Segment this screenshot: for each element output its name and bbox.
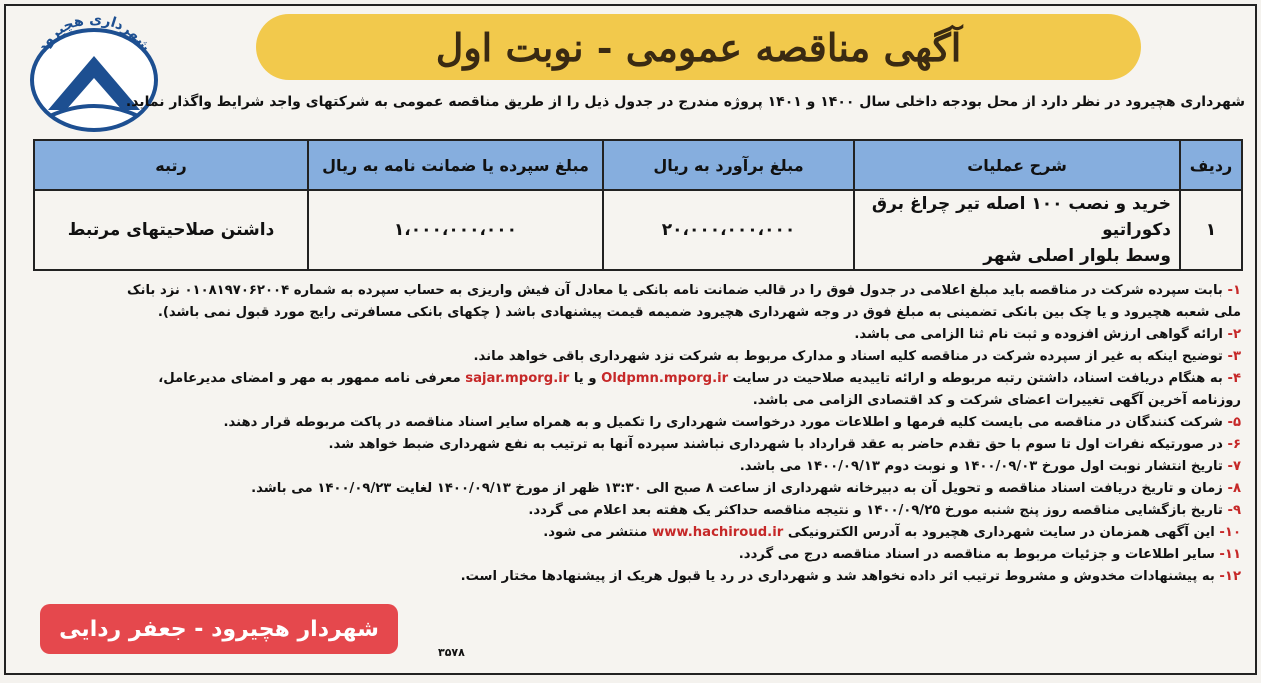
logo-text: شهرداری هچیرود bbox=[34, 12, 154, 55]
notice-title: آگهی مناقصه عمومی - نوبت اول bbox=[435, 24, 962, 70]
notice-page bbox=[4, 4, 1257, 675]
header-row-number: ردیف bbox=[1180, 140, 1242, 190]
cell-estimate: ۲۰،۰۰۰،۰۰۰،۰۰۰ bbox=[603, 190, 854, 270]
item-number: ۹- bbox=[1227, 503, 1241, 518]
link-hachiroud[interactable]: www.hachiroud.ir bbox=[652, 525, 784, 540]
header-estimate: مبلغ برآورد به ریال bbox=[603, 140, 854, 190]
item-text: زمان و تاریخ دریافت اسناد مناقصه و تحویل آن به دبیرخانه شهرداری از ساعت ۸ صبح الی ۱۳:۳۰ ظهر از مورخ ۱۴۰۰/۰۹/۱۳ لغایت ۱۴۰۰/۰۹/۲۳ می باشد. bbox=[251, 481, 1223, 496]
list-item bbox=[18, 324, 1241, 346]
list-item-continuation bbox=[18, 302, 1241, 324]
item-text: شرکت کنندگان در مناقصه می بایست کلیه فرمها و اطلاعات مورد درخواست شهرداری را تکمیل و به همراه سایر اسناد مناقصه در پاکت مربوطه قرار دهند. bbox=[223, 415, 1223, 430]
list-item bbox=[18, 456, 1241, 478]
municipality-logo bbox=[18, 12, 168, 132]
cell-rank: داشتن صلاحیتهای مرتبط bbox=[34, 190, 308, 270]
mayor-signature-box bbox=[40, 604, 398, 654]
title-banner bbox=[256, 14, 1141, 80]
item-number: ۳- bbox=[1227, 349, 1241, 364]
link-oldpmn[interactable]: Oldpmn.mporg.ir bbox=[601, 371, 729, 386]
ad-code: ۳۵۷۸ bbox=[438, 646, 465, 659]
item-text: ملی شعبه هچیرود و یا چک بین بانکی تضمینی به مبلغ فوق در وجه شهرداری هچیرود ضمیمه قیمت پیشنهادی باشد ( چکهای بانکی مسافرتی رایج مورد قبول نمی باشد). bbox=[157, 305, 1241, 320]
table-row bbox=[34, 190, 1242, 270]
list-item bbox=[18, 368, 1241, 390]
item-number: ۴- bbox=[1227, 371, 1241, 386]
intro-text: شهرداری هچیرود در نظر دارد از محل بودجه داخلی سال ۱۴۰۰ و ۱۴۰۱ پروژه مندرج در جدول ذیل را از طریق مناقصه عمومی به شرکتهای واجد شرایط واگذار نماید. bbox=[125, 94, 1245, 110]
item-number: ۱۲- bbox=[1219, 569, 1241, 584]
item-text: روزنامه آخرین آگهی تغییرات اعضای شرکت و کد اقتصادی الزامی می باشد. bbox=[752, 393, 1241, 408]
logo-emblem-icon bbox=[18, 12, 168, 132]
list-item bbox=[18, 500, 1241, 522]
list-item bbox=[18, 434, 1241, 456]
tender-table bbox=[33, 139, 1243, 271]
cell-row-number: ۱ bbox=[1180, 190, 1242, 270]
item-number: ۱- bbox=[1227, 283, 1241, 298]
list-item bbox=[18, 280, 1241, 302]
item-number: ۵- bbox=[1227, 415, 1241, 430]
list-item-continuation bbox=[18, 390, 1241, 412]
table-header-row bbox=[34, 140, 1242, 190]
item-text: به هنگام دریافت اسناد، داشتن رتبه مربوطه و ارائه تاییدیه صلاحیت در سایت bbox=[732, 371, 1223, 386]
list-item bbox=[18, 478, 1241, 500]
list-item bbox=[18, 566, 1241, 588]
mayor-signature: شهردار هچیرود - جعفر ردایی bbox=[59, 616, 379, 642]
item-number: ۸- bbox=[1227, 481, 1241, 496]
item-text: و یا bbox=[573, 371, 597, 386]
description-line-2: وسط بلوار اصلی شهر bbox=[983, 246, 1171, 266]
item-number: ۱۱- bbox=[1219, 547, 1241, 562]
header-description: شرح عملیات bbox=[854, 140, 1180, 190]
cell-deposit: ۱،۰۰۰،۰۰۰،۰۰۰ bbox=[308, 190, 603, 270]
item-text: توضیح اینکه به غیر از سپرده شرکت در مناقصه کلیه اسناد و مدارک مربوط به شرکت نزد شهرداری باقی خواهد ماند. bbox=[473, 349, 1223, 364]
item-number: ۶- bbox=[1227, 437, 1241, 452]
item-number: ۷- bbox=[1227, 459, 1241, 474]
item-text: منتشر می شود. bbox=[543, 525, 648, 540]
item-text: ارائه گواهی ارزش افزوده و ثبت نام ثنا الزامی می باشد. bbox=[854, 327, 1223, 342]
item-text: بابت سپرده شرکت در مناقصه باید مبلغ اعلامی در جدول فوق را در قالب ضمانت نامه بانکی یا معادل آن فیش واریزی به حساب سپرده به شماره ۰۱۰۸۱۹۷۰۶۲۰۰۴ نزد بانک bbox=[127, 283, 1223, 298]
item-text: این آگهی همزمان در سایت شهرداری هچیرود به آدرس الکترونیکی bbox=[787, 525, 1215, 540]
list-item bbox=[18, 412, 1241, 434]
item-text: تاریخ انتشار نوبت اول مورخ ۱۴۰۰/۰۹/۰۳ و نوبت دوم ۱۴۰۰/۰۹/۱۳ می باشد. bbox=[739, 459, 1223, 474]
conditions-list bbox=[18, 280, 1241, 588]
item-number: ۱۰- bbox=[1219, 525, 1241, 540]
item-text: در صورتیکه نفرات اول تا سوم با حق تقدم حاضر به عقد قرارداد با شهرداری نباشند سپرده آنها به ترتیب به نفع شهرداری ضبط خواهد شد. bbox=[328, 437, 1223, 452]
link-sajar[interactable]: sajar.mporg.ir bbox=[465, 371, 570, 386]
cell-description bbox=[854, 190, 1180, 270]
header-rank: رتبه bbox=[34, 140, 308, 190]
item-text: معرفی نامه ممهور به مهر و امضای مدیرعامل، bbox=[158, 371, 461, 386]
header-deposit: مبلغ سپرده یا ضمانت نامه به ریال bbox=[308, 140, 603, 190]
item-text: سایر اطلاعات و جزئیات مربوط به مناقصه در اسناد مناقصه درج می گردد. bbox=[738, 547, 1215, 562]
description-line-1: خرید و نصب ۱۰۰ اصله تیر چراغ برق دکوراتیو bbox=[871, 194, 1171, 240]
list-item bbox=[18, 522, 1241, 544]
list-item bbox=[18, 346, 1241, 368]
list-item bbox=[18, 544, 1241, 566]
item-text: به پیشنهادات مخدوش و مشروط ترتیب اثر داده نخواهد شد و شهرداری در رد یا قبول هریک از پیشنهادها مختار است. bbox=[460, 569, 1215, 584]
item-number: ۲- bbox=[1227, 327, 1241, 342]
item-text: تاریخ بازگشایی مناقصه روز پنج شنبه مورخ ۱۴۰۰/۰۹/۲۵ و نتیجه مناقصه حداکثر یک هفته بعد اعلام می گردد. bbox=[528, 503, 1223, 518]
